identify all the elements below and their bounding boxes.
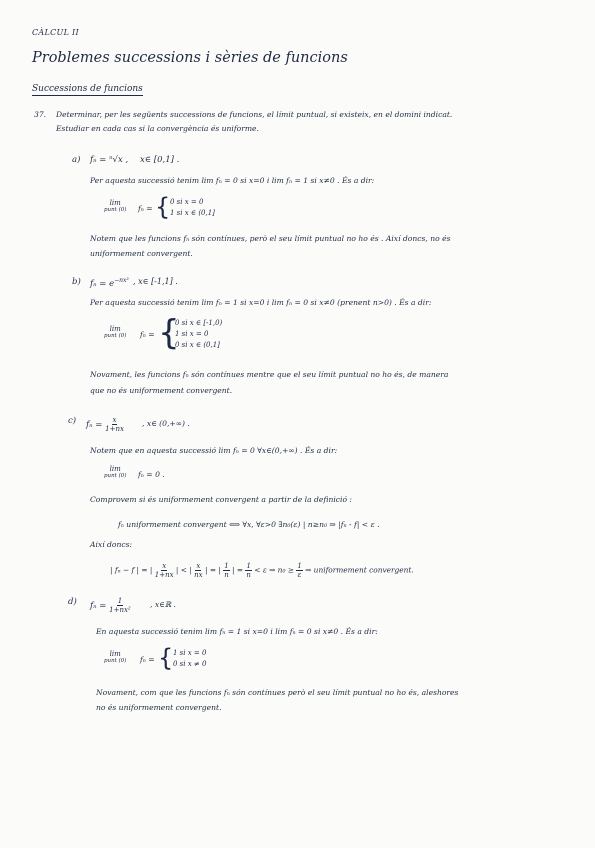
fn-base: fₙ = e bbox=[90, 278, 115, 289]
eq-part: | < | bbox=[175, 565, 192, 575]
part-d-paragraph: En aquesta successió tenim lim fₙ = 1 si x=0 i lim fₙ = 0 si x≠0 . És a dir: bbox=[96, 627, 378, 636]
fraction bbox=[109, 597, 131, 614]
part-b-cases bbox=[175, 318, 222, 351]
problem-number: 37. bbox=[34, 110, 47, 119]
limit-subscript: punt (0) bbox=[104, 333, 127, 339]
fraction-num: 1 bbox=[246, 562, 251, 570]
course-label: CÀLCUL II bbox=[32, 28, 79, 37]
fraction-num: 1 bbox=[117, 597, 123, 605]
eq-part: ⇒ uniformement convergent. bbox=[305, 565, 414, 575]
part-a-function: fₙ = ⁿ√x , bbox=[90, 155, 129, 165]
case-row: 1 si x = 0 bbox=[175, 330, 209, 338]
part-b-limit bbox=[104, 326, 126, 340]
part-d-note-line2: no és uniformement convergent. bbox=[96, 703, 222, 712]
part-a-fn-eq: fₙ = bbox=[138, 204, 153, 213]
part-c-domain: , x∈ (0,+∞) . bbox=[142, 419, 190, 428]
fraction-den: nx bbox=[194, 571, 203, 579]
brace-icon: { bbox=[158, 644, 174, 672]
part-c-function bbox=[86, 416, 124, 433]
part-b-fn-eq: fₙ = bbox=[140, 330, 155, 339]
part-b-paragraph: Per aquesta successió tenim lim fₙ = 1 si x=0 i lim fₙ = 0 si x≠0 (prenent n>0) . És a dir: bbox=[90, 298, 432, 307]
part-c-label: c) bbox=[68, 416, 77, 426]
fraction-num: x bbox=[112, 416, 117, 424]
fraction bbox=[105, 416, 124, 433]
part-a-domain: x∈ [0,1] . bbox=[140, 155, 180, 165]
fraction bbox=[194, 562, 202, 579]
case-row: 1 si x = 0 bbox=[173, 649, 207, 657]
part-a-limit bbox=[104, 200, 126, 214]
part-b-function bbox=[90, 277, 129, 289]
problem-statement-line1: Determinar, per les següents successions de funcions, el límit puntual, si existeix, en el domini indicat. bbox=[56, 110, 453, 119]
part-b-domain: , x∈ [-1,1] . bbox=[133, 277, 178, 286]
eq-part: | fₙ − f | = | bbox=[110, 565, 153, 575]
limit-label: lim bbox=[109, 325, 121, 333]
part-a-cases bbox=[170, 197, 215, 219]
fraction bbox=[245, 562, 251, 579]
fraction-num: 1 bbox=[297, 562, 302, 570]
eq-part: | = | bbox=[204, 565, 221, 575]
section-title: Successions de funcions bbox=[32, 84, 143, 94]
fraction bbox=[155, 562, 174, 579]
part-b-label: b) bbox=[72, 277, 81, 287]
limit-label: lim bbox=[109, 199, 121, 207]
limit-label: lim bbox=[109, 650, 121, 658]
fraction-num: 1 bbox=[224, 562, 229, 570]
part-c-paragraph: Notem que en aquesta successió lim fₙ = 0 ∀x∈(0,+∞) . És a dir: bbox=[90, 446, 338, 455]
limit-label: lim bbox=[109, 465, 121, 473]
part-c-aixi: Així doncs: bbox=[90, 540, 133, 549]
part-d-cases bbox=[173, 648, 206, 670]
part-d-fn-eq: fₙ = bbox=[140, 655, 155, 664]
fraction bbox=[223, 562, 229, 579]
fn-left: fₙ = bbox=[86, 420, 103, 430]
fraction-den: n bbox=[224, 571, 229, 579]
part-c-equation bbox=[110, 562, 414, 579]
part-c-definition: fₙ uniformement convergent ⟺ ∀x, ∀ε>0 ∃n₀(ε) | n≥n₀ ⇒ |fₙ - f| < ε . bbox=[118, 520, 380, 529]
limit-subscript: punt (0) bbox=[104, 207, 127, 213]
part-d-domain: , x∈ℝ . bbox=[150, 600, 176, 609]
fn-exponent: −nx² bbox=[114, 277, 129, 284]
part-d-limit bbox=[104, 651, 126, 665]
limit-subscript: punt (0) bbox=[104, 473, 127, 479]
part-c-fn-eq: fₙ = 0 . bbox=[138, 470, 165, 479]
page-title: Problemes successions i sèries de funcions bbox=[32, 50, 348, 66]
fraction-num: x bbox=[196, 562, 201, 570]
part-d-label: d) bbox=[68, 597, 77, 607]
problem-statement-line2: Estudiar en cada cas si la convergència és uniforme. bbox=[56, 124, 259, 133]
fraction-den: 1+nx bbox=[154, 571, 174, 579]
part-d-function bbox=[90, 597, 131, 614]
fraction-den: 1+nx² bbox=[109, 606, 131, 614]
part-a-paragraph: Per aquesta successió tenim lim fₙ = 0 si x=0 i lim fₙ = 1 si x≠0 . És a dir: bbox=[90, 176, 375, 185]
part-b-note-line1: Novament, les funcions fₙ són contínues mentre que el seu límit puntual no ho és, de manera bbox=[90, 370, 449, 379]
case-row: 0 si x ≠ 0 bbox=[173, 660, 207, 668]
fn-left: fₙ = bbox=[90, 601, 107, 611]
part-a-note-line1: Notem que les funcions fₙ són contínues, però el seu límit puntual no ho és . Així doncs, no és bbox=[90, 234, 451, 243]
limit-subscript: punt (0) bbox=[104, 658, 127, 664]
case-row: 0 si x ∈ (0,1] bbox=[175, 341, 220, 349]
part-a-label: a) bbox=[72, 155, 81, 165]
part-b-note-line2: que no és uniformement convergent. bbox=[90, 386, 233, 395]
fraction-num: x bbox=[162, 562, 167, 570]
fraction-den: ε bbox=[297, 571, 302, 579]
part-a-note-line2: uniformement convergent. bbox=[90, 249, 193, 258]
fraction bbox=[296, 562, 302, 579]
part-d-note-line1: Novament, com que les funcions fₙ són contínues però el seu límit puntual no ho és, aleshores bbox=[96, 688, 459, 697]
case-row: 0 si x ∈ [-1,0) bbox=[175, 319, 223, 327]
brace-icon: { bbox=[158, 313, 180, 353]
case-row: 1 si x ∈ (0,1] bbox=[170, 209, 215, 217]
eq-part: < ε ⇒ n₀ ≥ bbox=[254, 565, 294, 575]
brace-icon: { bbox=[155, 193, 171, 221]
fraction-den: 1+nx bbox=[105, 425, 124, 433]
part-c-check: Comprovem si és uniformement convergent a partir de la definició : bbox=[90, 495, 352, 504]
eq-part: | = bbox=[232, 565, 244, 575]
fraction-den: n bbox=[246, 571, 251, 579]
case-row: 0 si x = 0 bbox=[170, 198, 204, 206]
part-c-limit bbox=[104, 466, 126, 480]
